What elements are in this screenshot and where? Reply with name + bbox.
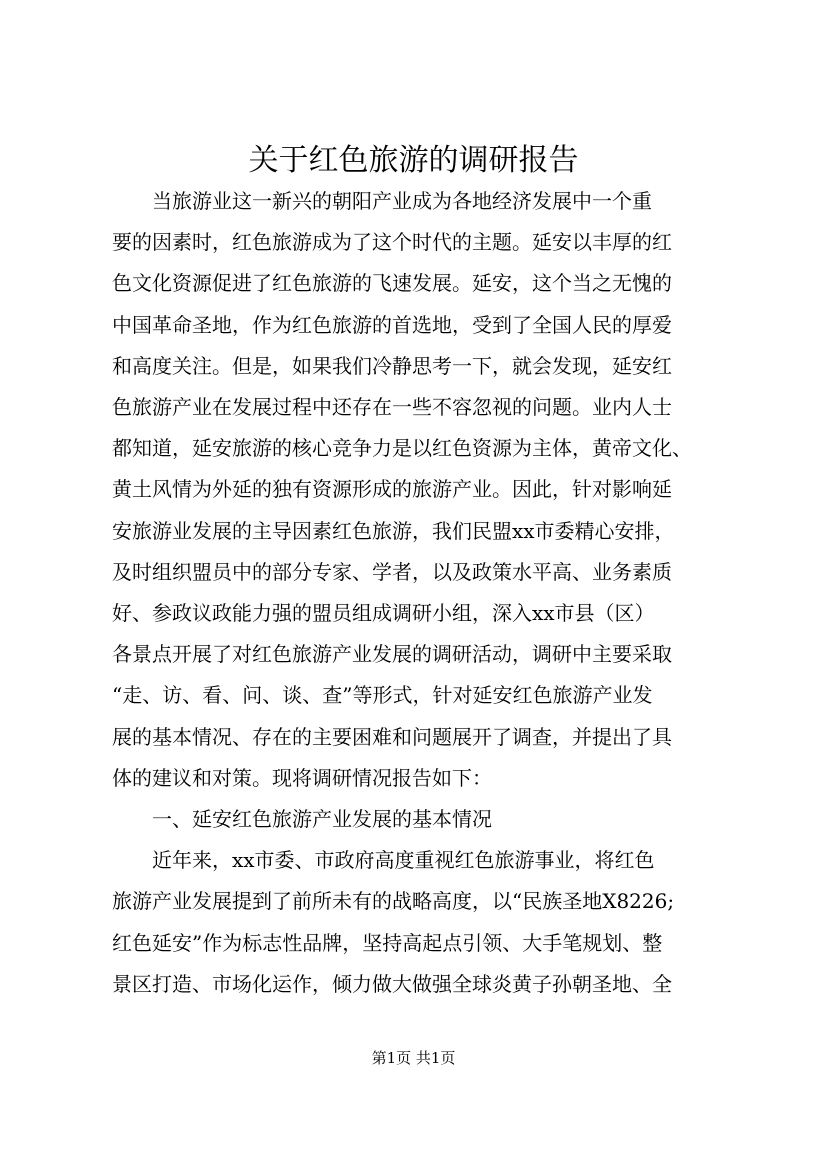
text-line: 都知道，延安旅游的核心竞争力是以红色资源为主体，黄帝文化、 <box>112 436 692 461</box>
text-line: “走、访、看、问、谈、查”等形式，针对延安红色旅游产业发 <box>112 683 653 708</box>
page-number-footer: 第1页 共1页 <box>371 1049 456 1067</box>
paragraph-intro <box>112 181 722 799</box>
text-line: 色文化资源促进了红色旅游的飞速发展。延安，这个当之无愧的 <box>112 271 672 296</box>
text-line: 安旅游业发展的主导因素红色旅游，我们民盟xx市委精心安排， <box>112 518 675 543</box>
text-line: 红色延安”作为标志性品牌，坚持高起点引领、大手笔规划、整 <box>112 930 663 955</box>
text-line: 近年来，xx市委、市政府高度重视红色旅游事业，将红色 <box>152 848 655 873</box>
paragraph-basic-situation <box>112 840 722 1005</box>
text-line: 体的建议和对策。现将调研情况报告如下： <box>112 765 492 790</box>
text-line: 当旅游业这一新兴的朝阳产业成为各地经济发展中一个重 <box>152 189 652 213</box>
text-line: 黄土风情为外延的独有资源形成的旅游产业。因此，针对影响延 <box>112 477 672 502</box>
text-line: 及时组织盟员中的部分专家、学者，以及政策水平高、业务素质 <box>112 559 672 584</box>
text-line: 各景点开展了对红色旅游产业发展的调研活动，调研中主要采取 <box>112 642 672 667</box>
text-line: 要的因素时，红色旅游成为了这个时代的主题。延安以丰厚的红 <box>112 230 672 255</box>
text-line: 旅游产业发展提到了前所未有的战略高度，以“民族圣地X8226; <box>112 889 675 914</box>
text-line: 展的基本情况、存在的主要困难和问题展开了调查，并提出了具 <box>112 724 672 749</box>
text-line: 色旅游产业在发展过程中还存在一些不容忽视的问题。业内人士 <box>112 395 672 420</box>
text-line: 好、参政议政能力强的盟员组成调研小组，深入xx市县（区） <box>112 601 655 626</box>
document-title: 关于红色旅游的调研报告 <box>248 143 579 178</box>
text-line: 中国革命圣地，作为红色旅游的首选地，受到了全国人民的厚爱 <box>112 312 672 337</box>
text-line: 和高度关注。但是，如果我们冷静思考一下，就会发现，延安红 <box>112 353 672 378</box>
document-body <box>112 181 722 1005</box>
text-line: 景区打造、市场化运作，倾力做大做强全球炎黄子孙朝圣地、全 <box>112 971 672 996</box>
section-heading: 一、延安红色旅游产业发展的基本情况 <box>152 807 492 832</box>
